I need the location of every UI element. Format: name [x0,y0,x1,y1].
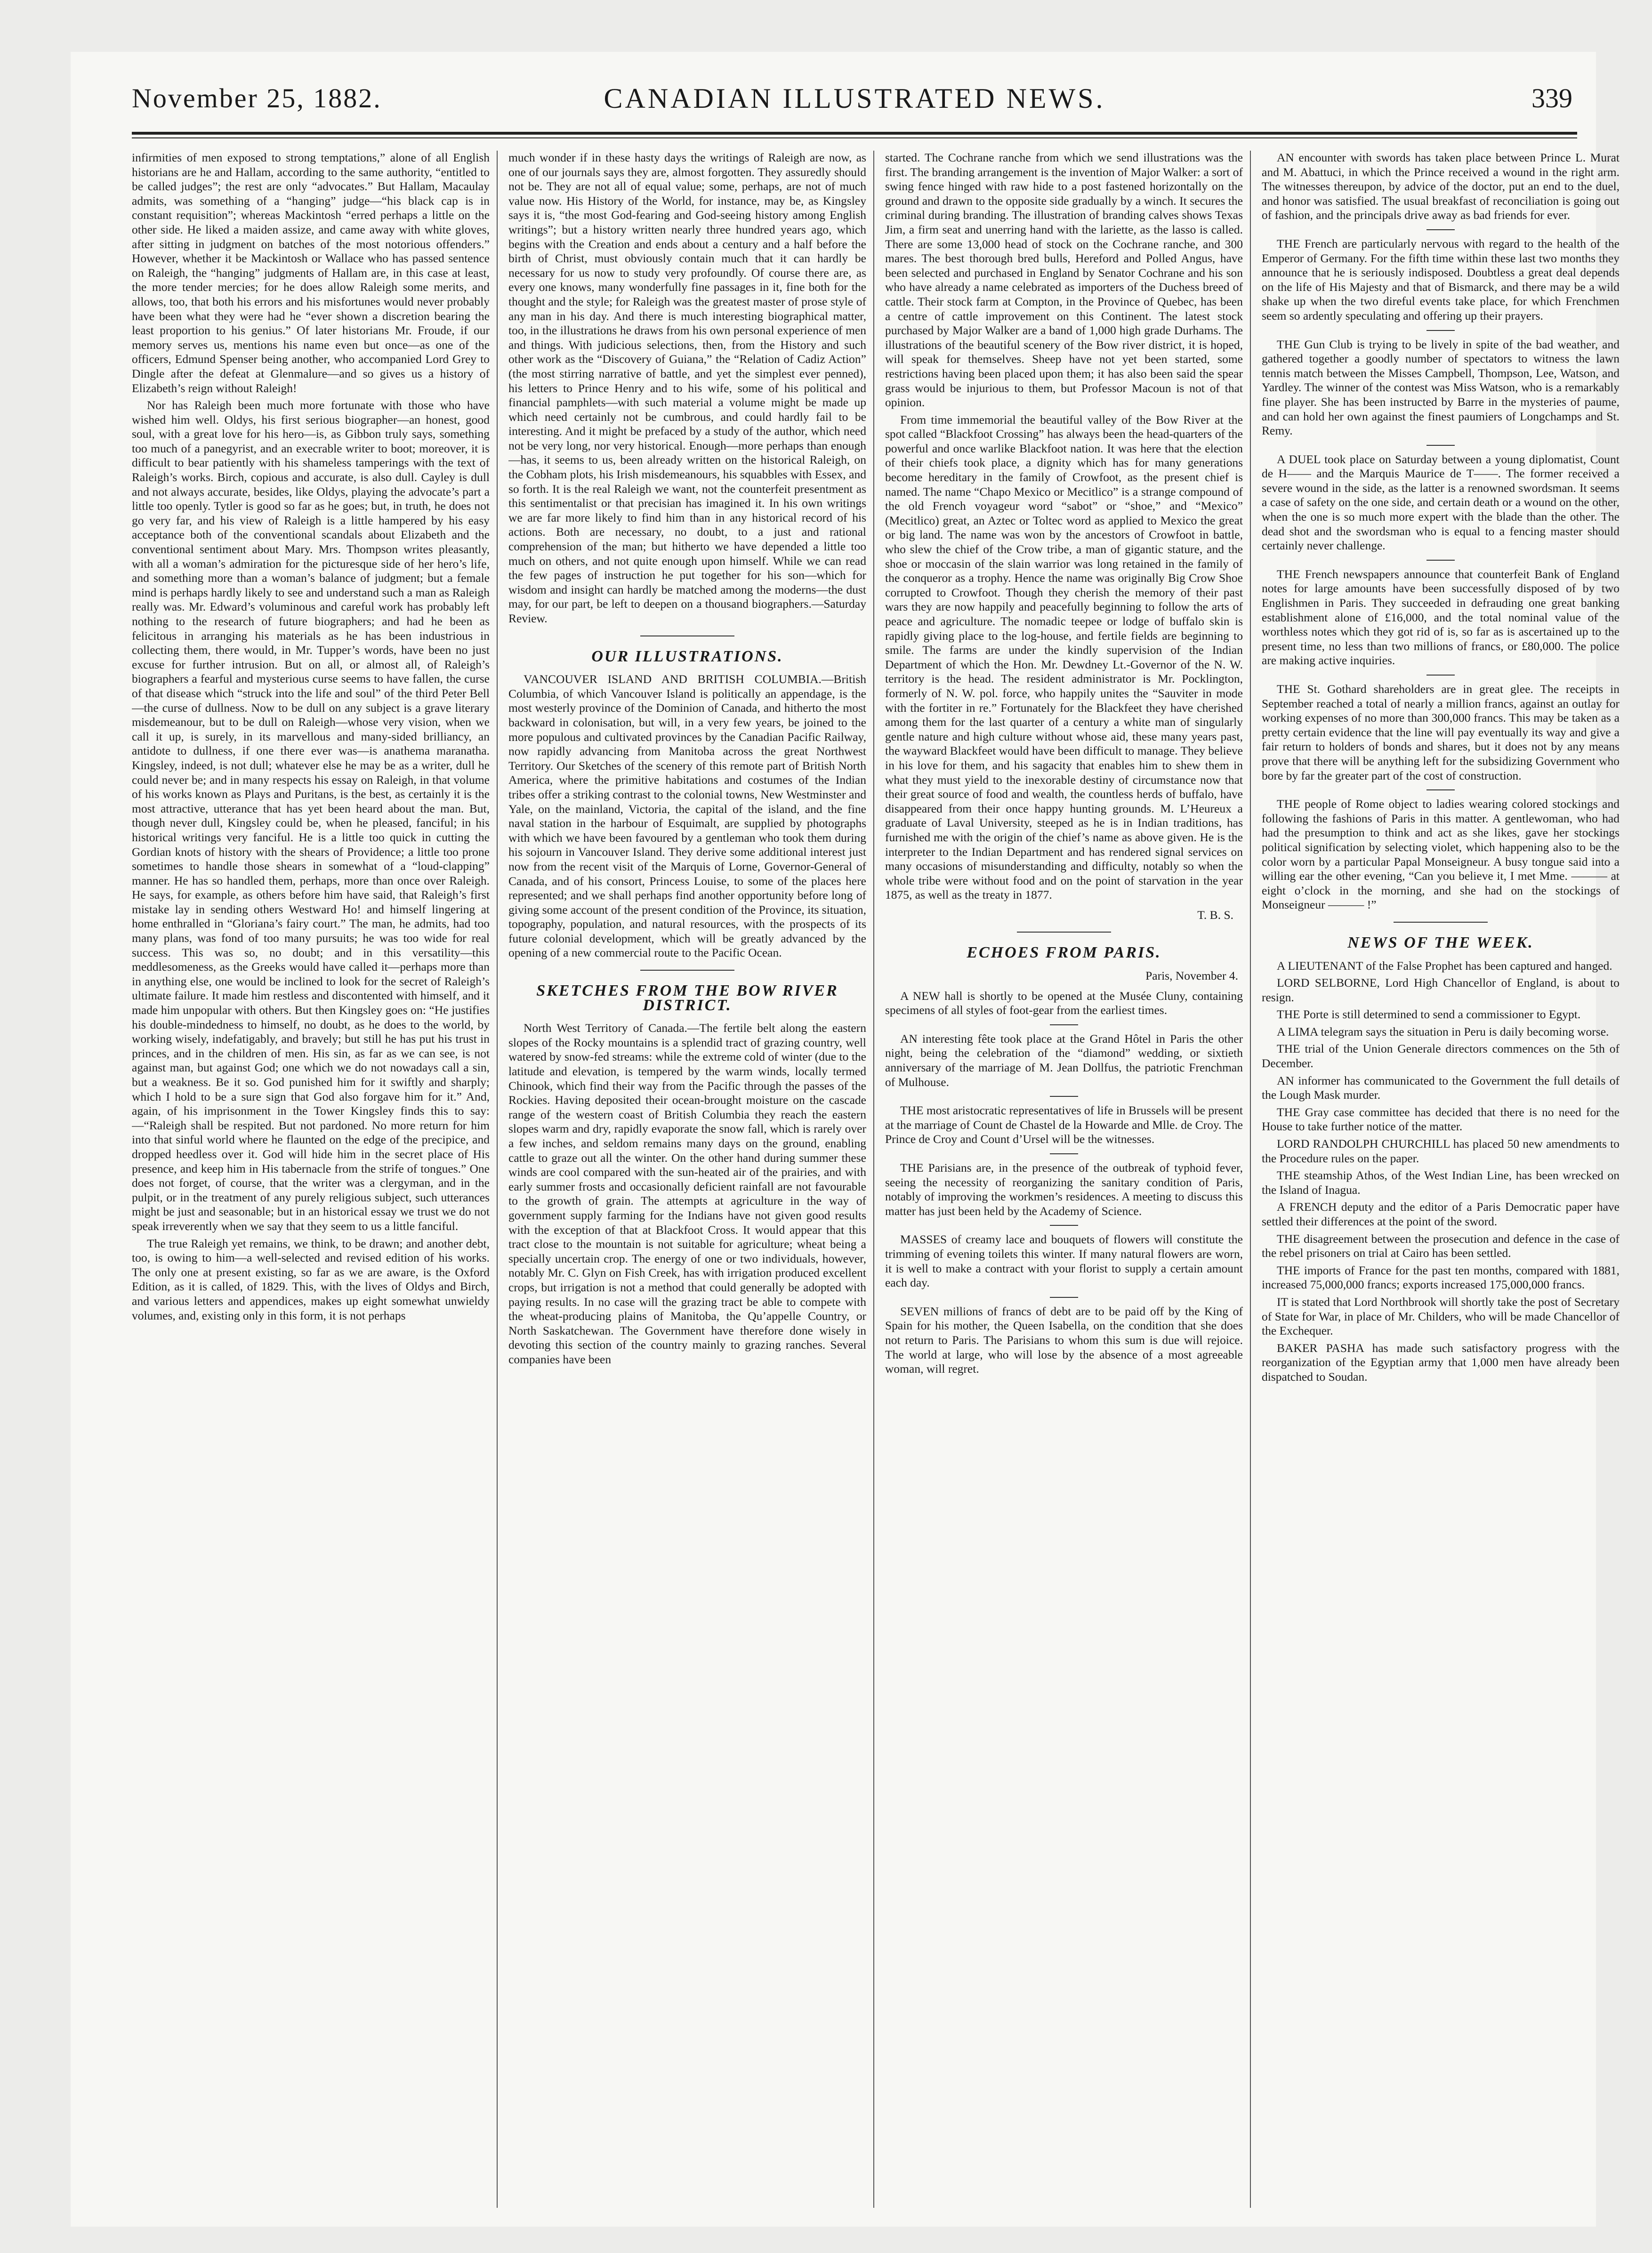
news-item: THE Porte is still determined to send a commissioner to Egypt. [1277,1007,1581,1022]
section-divider [640,970,734,971]
paragraph: THE Parisians are, in the presence of the outbreak of typhoid fever, seeing the necessity of reorganizing the sanitary condition of Paris, notably of improving the workmen’s residences. A meeting to discuss this matter has just been held by the Academy of Science. [885,1161,1243,1218]
item-separator [1426,560,1455,561]
paragraph: AN interesting fête took place at the Grand Hôtel in Paris the other night, being the celebration of the “diamond” wedding, or sixtieth anniversary of the marriage of M. Jean Dollfus, the patriotic Frenchman of Mulhouse. [885,1031,1243,1089]
news-item: BAKER PASHA has made such satisfactory progress with the reorganization of the Egyptian army that 1,000 men have already been dispatched to Soudan. [1262,1341,1620,1384]
item-separator [1050,1024,1078,1025]
section-heading-our-illustrations: OUR ILLUSTRATIONS. [591,647,783,665]
masthead-title: CANADIAN ILLUSTRATED NEWS. [604,83,1105,114]
author-signature: T. B. S. [1197,908,1233,922]
item-separator [1426,675,1455,676]
section-divider [1017,932,1111,933]
issue-date: November 25, 1882. [132,83,382,113]
newspaper-page [71,52,1620,2227]
news-item: THE trial of the Union Generale directors commences on the 5th of December. [1262,1042,1620,1070]
column-2 [508,151,866,2208]
item-separator [1050,1153,1078,1154]
section-heading-bow-river: SKETCHES FROM THE BOW RIVER DISTRICT. [536,982,838,1014]
paragraph: much wonder if in these hasty days the writings of Raleigh are now, as one of our journals says they are, almost forgotten. They assuredly should not be. They are not all of equal value; some, perhaps, are not of much value now. His History of the World, for instance, may be, as Kingsley says it is, “the most God-fearing and God-seeing history among English writings”; but a history written nearly three hundred years ago, which begins with the Creation and ends about a century and a half before the birth of Christ, must obviously contain much that it can hardly be necessary for us now to study very profoundly. Of course there are, as every one knows, many wonderfully fine passages in it, fine both for the thought and the style; for Raleigh was the greatest master of prose style of any man in his day. And there is much interesting biographical matter, too, in the illustrations he draws from his own personal experience of men and things. With judicious selections, then, from the History and such other work as the “Discovery of Guiana,” the “Relation of Cadiz Action” (the most stirring narrative of battle, and yet the simplest ever penned), his letters to Prince Henry and to his wife, some of his political and financial pamphlets—with such material a volume might be made up which need certainly not be cumbrous, and could hardly fail to be interesting. And it might be prefaced by a study of the author, which need not be very long, nor very historical. Enough—more perhaps than enough—has, it seems to us, been already written on the historical Raleigh, on the Cobham plots, his Irish misdemeanours, his squabbles with Essex, and so forth. It is the real Raleigh we want, not the counterfeit presentment as this sentimentalist or that precisian has imagined it. In his own writings we are far more likely to find him than in any historical record of his actions. Both are necessary, no doubt, to a just and rational comprehension of the man; but hitherto we have depended a little too much on others, and not quite enough upon himself. While we can read the few pages of instruction he put together for his son—which for wisdom and insight can hardly be matched among the moderns—the dust may, for our part, be left to deepen on a thousand biographers.—Saturday Review. [508,151,866,625]
section-divider [1394,922,1488,923]
paragraph: THE French newspapers announce that counterfeit Bank of England notes for large amounts have been successfully disposed of by two Englishmen in Paris. They succeeded in defrauding one great banking establishment alone of £16,000, and the total nominal value of the worthless notes which they got rid of is, so far as is ascertained up to the present time, no less than two millions of francs, or £80,000. The police are making active inquiries. [1262,567,1620,668]
item-separator [1050,1297,1078,1298]
paragraph: SEVEN millions of francs of debt are to be paid off by the King of Spain for his mother, the Queen Isabella, on the condition that she does not return to Paris. The Parisians to whom this sum is due will rejoice. The world at large, who will lose by the absence of a most agreeable woman, will regret. [885,1304,1243,1376]
item-separator [1050,1096,1078,1097]
paragraph: MASSES of creamy lace and bouquets of flowers will constitute the trimming of evening toilets this winter. If many natural flowers are worn, it is well to make a contract with your florist to supply a certain amount each day. [885,1232,1243,1290]
paragraph: North West Territory of Canada.—The fertile belt along the eastern slopes of the Rocky mountains is a splendid tract of grazing country, well watered by snow-fed streams: while the extreme cold of winter (due to the latitude and elevation, is tempered by the warm winds, locally termed Chinook, which find their way from the Pacific through the passes of the Rockies. Having deposited their ocean-brought moisture on the cascade range of the western coast of British Columbia they reach the eastern slopes warm and dry, rapidly evaporate the snow fall, which is rarely over a few inches, and seldom remains many days on the ground, enabling cattle to graze out all the winter. On the other hand during summer these winds are cool compared with the sun-heated air of the prairies, and with early summer frosts and occasionally deficient rainfall are not favourable to the growth of grain. The attempts at agriculture in the way of government supply farming for the Indians have not given good results with the exception of that at Blackfoot Cross. It would appear that this tract close to the mountain is not suitable for agriculture; wheat being a specially uncertain crop. The energy of one or two individuals, however, notably Mr. C. Glyn on Fish Creek, has with irrigation produced excellent crops, but irrigation is not a method that could generally be adopted with paying results. In no case will the grazing tract be able to compete with the wheat-producing plains of Manitoba, the Qu’appelle Country, or North Saskatchewan. The Government have therefore done wisely in devoting this section of the country mainly to grazing ranches. Several companies have been [508,1021,866,1366]
news-item: THE Gray case committee has decided that there is no need for the House to take further notice of the matter. [1262,1105,1620,1134]
paragraph: infirmities of men exposed to strong temptations,” alone of all English historians are he and Hallam, according to the same authority, “entitled to be called judges”; the rest are only “advocates.” But Hallam, Macaulay admits, was something of a “hanging” judge—“his black cap is in constant requisition”; whereas Mackintosh “erred perhaps a little on the other side. He liked a maiden assize, and came away with white gloves, after sitting in judgment on batches of the most notorious offenders.” However, whether it be Mackintosh or Wallace who has passed sentence on Raleigh, the “hanging” judgments of Hallam are, in this case at least, the more tender mercies; for he does allow Raleigh some merits, and allows, too, that both his errors and his misfortunes would never probably have been what they were had he “ever shown a discretion bearing the least proportion to his genius.” Of later historians Mr. Froude, if our memory serves us, mentions his name even but once—as one of the officers, Edmund Spenser being another, who accompanied Lord Grey to Dingle after the defeat at Glenmalure—and so gives us a history of Elizabeth’s reign without Raleigh! [132,151,490,395]
paragraph: started. The Cochrane ranche from which we send illustrations was the first. The branding arrangement is the invention of Major Walker: a sort of swing fence hinged with raw hide to a post fastened horizontally on the ground and drawn to the opposite side gradually by a winch. It secures the criminal during branding. The illustration of branding calves shows Texas Jim, a firm seat and unerring hand with the lariette, as the lasso is called. There are some 13,000 head of stock on the Cochrane ranche, and 300 mares. The best thorough bred bulls, Hereford and Polled Angus, have been selected and purchased in England by Senator Cochrane and his son who have already a name celebrated as importers of the Duchess breed of cattle. Their stock farm at Compton, in the Province of Quebec, has been a centre of cattle improvement on this Continent. The latest stock purchased by Major Walker are a band of 1,000 high grade Durhams. The illustrations of the beautiful scenery of the Bow river district, it is hoped, will speak for themselves. Sheep have not yet been started, some restrictions having been placed upon them; it has also been said the spear grass would be injurious to them, but Professor Macoun is not of that opinion. [885,151,1243,410]
paragraph: From time immemorial the beautiful valley of the Bow River at the spot called “Blackfoot Crossing” has always been the head-quarters of the powerful and once warlike Blackfoot nation. It was here that the election of their chiefs took place, a dignity which has for many generations become hereditary in the family of Crowfoot, as the present chief is named. The name “Chapo Mexico or Mecitlico” is a strange compound of the old French voyageur word “sabot” or “shoe,” and “Mexico” (Mecitlico) great, an Aztec or Toltec word as applied to Mexico the great or big land. The name was won by the ancestors of Crowfoot in battle, who slew the chief of the Crow tribe, a man of gigantic stature, and the shoe or moccasin of the slain warrior was long retained in the family of the conqueror as a trophy. Hence the name was originally Big Crow Shoe corrupted to Crowfoot. Though they cherish the memory of their past wars they are now happily and peacefully beginning to follow the arts of peace and agriculture. The nomadic teepee or lodge of buffalo skin is rapidly giving place to the log-house, and fertile fields are beginning to smile. The farms are under the kindly supervision of the Indian Department of which the Hon. Mr. Dewdney Lt.-Governor of the N. W. territory is the head. The resident administrator is Mr. Pocklington, formerly of N. W. pol. force, who happily unites the “Sauviter in mode with the fortiter in re.” Fortunately for the Blackfeet they have cherished among them for the last quarter of a century a white man of singularly gentle nature and high culture without whose aid, these many years past, the wayward Blackfeet would have been difficult to manage. They believe in his love for them, and his sagacity that enables him to shew them in what they must yield to the inexorable destiny of circumstance now that their great source of food and wealth, the countless herds of buffalo, have disappeared from their once happy hunting grounds. M. L’Heureux a graduate of Laval University, steeped as he is in Indian traditions, has furnished me with the origin of the chief’s name as above given. He is the interpreter to the Indian Department and has rendered signal services on many occasions of misunderstanding and difficulty, notably so when the whole tribe were without food and on the point of starvation in the year 1875, as well as the treaty in 1877. [885,412,1243,902]
news-item: LORD RANDOLPH CHURCHILL has placed 50 new amendments to the Procedure rules on the paper. [1262,1137,1620,1165]
news-item: AN informer has communicated to the Government the full details of the Lough Mask murder. [1262,1073,1620,1102]
item-separator [1426,229,1455,230]
news-item: A FRENCH deputy and the editor of a Paris Democratic paper have settled their differences at the point of the sword. [1262,1200,1620,1228]
paragraph: A NEW hall is shortly to be opened at the Musée Cluny, containing specimens of all styles of foot-gear from the earliest times. [885,989,1243,1017]
news-item: A LIMA telegram says the situation in Peru is daily becoming worse. [1277,1024,1609,1038]
paragraph: VANCOUVER ISLAND AND BRITISH COLUMBIA.—British Columbia, of which Vancouver Island is politically an appendage, is the most westerly province of the Dominion of Canada, and hitherto the most backward in colonisation, but will, in a very few years, be joined to the more populous and cultivated provinces by the Canadian Pacific Railway, now rapidly advancing from Manitoba across the great Northwest Territory. Our Sketches of the scenery of this remote part of British North America, where the primitive habitations and costumes of the Indian tribes offer a striking contrast to the colonial towns, New Westminster and Yale, on the mainland, Victoria, the capital of the island, and the fine naval station in the harbour of Esquimalt, are supplied by photographs with which we have been favoured by a gentleman who took them during his sojourn in Vancouver Island. They derive some additional interest just now from the recent visit of the Marquis of Lorne, Governor-General of Canada, and of his consort, Princess Louise, to some of the places here represented; and we shall perhaps find another opportunity before long of giving some account of the present condition of the Province, its situation, topography, population, and natural resources, with the prospects of its future colonial development, which will be greatly advanced by the opening of a new commercial route to the Pacific Ocean. [508,672,866,960]
header-rule [132,132,1577,135]
item-separator [1426,330,1455,331]
page-header [132,78,1577,129]
news-item: IT is stated that Lord Northbrook will shortly take the post of Secretary of State for War, in place of Mr. Childers, who will be made Chancellor of the Exchequer. [1262,1295,1620,1338]
paragraph: THE French are particularly nervous with regard to the health of the Emperor of Germany. For the fifth time within these last two months they announce that he is seriously indisposed. Doubtless a great deal depends on the life of His Majesty and that of Bismarck, and there may be a wild shake up when the two direful events take place, for which Frenchmen seem so ardently speculating and offering up their prayers. [1262,236,1620,322]
paragraph: THE St. Gothard shareholders are in great glee. The receipts in September reached a total of nearly a million francs, against an outlay for working expenses of no more than 300,000 francs. This may be taken as a pretty certain evidence that the line will pay eventually its way and give a fair return to holders of bonds and shares, but it does not by any means prove that there will be anything left for the subsidizing Government who bore by far the greater part of the cost of construction. [1262,682,1620,782]
paragraph: THE most aristocratic representatives of life in Brussels will be present at the marriage of Count de Chastel de la Howarde and Mlle. de Croy. The Prince de Croy and Count d’Ursel will be the witnesses. [885,1103,1243,1146]
column-divider [497,151,498,2208]
news-item: LORD SELBORNE, Lord High Chancellor of England, is about to resign. [1262,976,1620,1004]
column-4 [1262,151,1620,2208]
column-3 [885,151,1243,2208]
dateline: Paris, November 4. [1145,969,1238,983]
section-heading-news-of-the-week: NEWS OF THE WEEK. [1347,933,1534,951]
item-separator [1050,1225,1078,1226]
item-separator [1426,789,1455,790]
paragraph: The true Raleigh yet remains, we think, to be drawn; and another debt, too, is owing to him—a well-selected and revised edition of his works. The only one at present existing, so far as we are aware, is the Oxford Edition, as it is called, of 1829. This, with the lives of Oldys and Birch, and various letters and appendices, makes up eight somewhat unwieldy volumes, and, existing only in this form, it is not perhaps [132,1236,490,1322]
news-item: THE steamship Athos, of the West Indian Line, has been wrecked on the Island of Inagua. [1262,1168,1620,1197]
paragraph: A DUEL took place on Saturday between a young diplomatist, Count de H—— and the Marquis Maurice de T——. The former received a severe wound in the side, as the latter is a renowned swordsman. It seems a case of safety on the one side, and certain death or a wound on the other, when the one is so much more expert with the blade than the other. The dead shot and the swordsman who is equal to a fencing master should certainly never challenge. [1262,452,1620,553]
column-divider [873,151,874,2208]
news-item: THE disagreement between the prosecution and defence in the case of the rebel prisoners on trial at Cairo has been settled. [1262,1231,1620,1260]
news-item: A LIEUTENANT of the False Prophet has been captured and hanged. [1277,958,1612,973]
column-divider [1250,151,1251,2208]
paragraph: Nor has Raleigh been much more fortunate with those who have wished him well. Oldys, his first serious biographer—an honest, good soul, with a great love for his hero—is, as Gibbon truly says, something too much of a panegyrist, and an execrable writer to boot; moreover, it is difficult to bear patiently with his shameless tamperings with the text of Raleigh’s works. Birch, copious and accurate, is also dull. Cayley is dull and not always accurate, besides, like Oldys, playing the advocate’s part a little too openly. Tytler is good so far as he goes; but, in truth, he does not go very far, and his view of Raleigh is a little hampered by his easy acceptance both of the conventional scandals about Elizabeth and the conventional sentiment about Mary. Mrs. Thompson writes pleasantly, with all a woman’s admiration for the picturesque side of her hero’s life, and something more than a woman’s balance of judgment; but a female mind is perhaps hardly likely to see and understand such a man as Raleigh really was. Mr. Edward’s voluminous and careful work has probably left nothing to the research of future biographers; and had he been as felicitous in arranging his materials as he has been industrious in collecting them, there would, in Mr. Tupper’s words, have been no just excuse for further intrusion. But on all, or almost all, of Raleigh’s biographers a fearful and mysterious curse seems to have fallen, the curse of that disease which “struck into the life and soul” of the third Peter Bell—the curse of dullness. Now to be dull on any subject is a grave literary misdemeanour, but to be dull on Raleigh—whose very vision, when we call it up, is surely, in its marvellous and many-sided brilliancy, an antidote to dullness, if one there ever was—is anathema maranatha. Kingsley, indeed, is not dull; whatever else he may be as a writer, dull he could never be; and in many respects his essay on Raleigh, in that volume of his works known as Plays and Puritans, is the best, as certainly it is the most attractive, utterance that has yet been heard about the man. But, though never dull, Kingsley could be, when he pleased, fanciful; in his historical writings very fanciful. He is a little too quick in cutting the Gordian knots of history with the shears of Providence; a little too prone sometimes to handle those shears in somewhat of a “loud-clapping” manner. He has so handled them, perhaps, more than once over Raleigh. He says, for example, as others before him have said, that Raleigh’s first mistake lay in sending others Westward Ho! and himself lingering at home enthralled in “Gloriana’s fairy court.” The man, he admits, had too many plans, was fond of too many pursuits; he was too wide for real success. This was so, no doubt; and in this versatility—this meddlesomeness, as the Greeks would have called it—perhaps more than in anything else, one would be inclined to look for the secret of Raleigh’s ultimate failure. It made him restless and discontented with himself, and it made him unpopular with others. But then Kingsley goes on: “He justifies his double-mindedness to himself, no doubt, as he does to the world, by working wisely, indefatigably, and bravely; but still he has put his trust in princes, and in the children of men. His sin, as far as we can see, is not against man, but against God; one which we do not nowadays call a sin, but a weakness. Be it so. God punished him for it swiftly and sharply; which I hold to be a sure sign that God also forgave him for it.” And, again, of his imprisonment in the Tower Kingsley finds this to say:—“Raleigh shall be respited. But not pardoned. No more return for him into that sinful world where he flaunted on the edge of the precipice, and dropped heedless over it. God will hide him in the secret place of His presence, and keep him in His tabernacle from the strife of tongues.” One does not forget, of course, that the writer was a clergyman, and in the pulpit, or in the treatment of any purely religious subject, such utterances might be just and seasonable; but in an historical essay we trust we do not speak irreverently when we say that they seem to us a little fanciful. [132,398,490,1233]
section-heading-echoes-from-paris: ECHOES FROM PARIS. [967,944,1161,962]
paragraph: THE people of Rome object to ladies wearing colored stockings and following the fashions of Paris in this matter. A gentlewoman, who had had the presumption to think and act as she likes, gave her stockings political signification by selecting violet, which happening also to be the color worn by a particular Papal Monseigneur. A busy tongue said into a willing ear the other evening, “Can you believe it, I met Mme. ——— at eight o’clock in the morning, and she had on the stockings of Monseigneur ——— !” [1262,797,1620,912]
header-rule-thin [132,137,1577,138]
column-1 [132,151,490,2208]
paragraph: AN encounter with swords has taken place between Prince L. Murat and M. Abattuci, in which the Prince received a wound in the right arm. The witnesses thereupon, by advice of the doctor, put an end to the duel, and honor was satisfied. The usual breakfast of reconciliation is going out of fashion, and the principals drive away as bad friends for ever. [1262,151,1620,222]
page-number: 339 [1531,83,1572,113]
item-separator [1426,445,1455,446]
paragraph: THE Gun Club is trying to be lively in spite of the bad weather, and gathered together a goodly number of spectators to witness the lawn tennis match between the Misses Campbell, Thompson, Lee, Watson, and Yardley. The winner of the contest was Miss Watson, who is a remarkably fine player. She has been instructed by Barre in the mysteries of paume, and can hold her own against the finest paumiers of Longchamps and St. Remy. [1262,337,1620,438]
news-item: THE imports of France for the past ten months, compared with 1881, increased 75,000,000 francs; exports increased 175,000,000 francs. [1262,1263,1620,1292]
